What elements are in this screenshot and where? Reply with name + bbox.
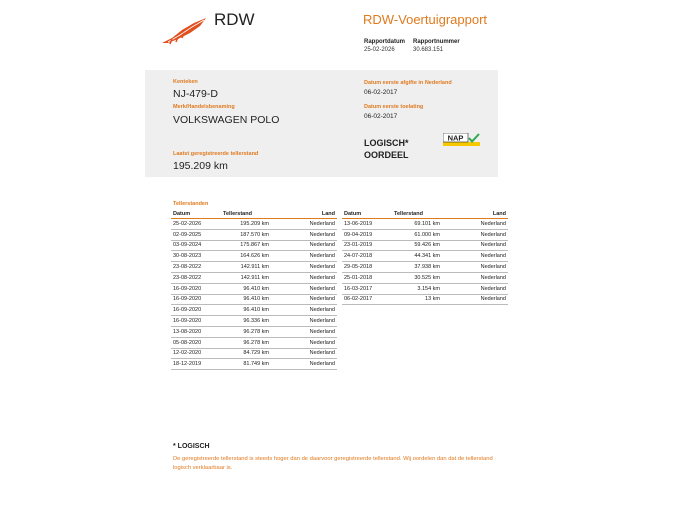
cell-date: 13-06-2019 xyxy=(342,219,392,230)
cell-date: 06-02-2017 xyxy=(342,294,392,305)
report-date-value: 25-02-2026 xyxy=(364,47,395,53)
cell-date: 02-09-2025 xyxy=(171,229,221,240)
plate-value: NJ-479-D xyxy=(173,88,218,100)
first-admission-label: Datum eerste toelating xyxy=(364,104,424,110)
table-row xyxy=(171,326,337,337)
table-row xyxy=(342,294,508,305)
report-number-block xyxy=(413,38,460,54)
cell-reading: 142.911 km xyxy=(221,272,271,283)
table-row xyxy=(171,272,337,283)
cell-country: Nederland xyxy=(442,283,508,294)
report-number-label: Rapportnummer xyxy=(413,39,460,45)
table-row xyxy=(171,305,337,316)
table-row xyxy=(171,348,337,359)
cell-country: Nederland xyxy=(442,229,508,240)
mileage-label: Laatst geregistreerde tellerstand xyxy=(173,151,259,157)
make-label: Merk/Handelsbenaming xyxy=(173,104,235,110)
report-date-block xyxy=(364,38,405,54)
report-title: RDW-Voertuigrapport xyxy=(363,12,488,27)
cell-date: 13-08-2020 xyxy=(171,326,221,337)
cell-country: Nederland xyxy=(271,316,337,327)
cell-country: Nederland xyxy=(271,359,337,370)
cell-date: 25-02-2026 xyxy=(171,219,221,230)
cell-reading: 96.410 km xyxy=(221,294,271,305)
cell-country: Nederland xyxy=(271,219,337,230)
nap-logo-icon xyxy=(443,133,480,146)
cell-reading: 37.938 km xyxy=(392,262,442,273)
first-admission-value: 06-02-2017 xyxy=(364,113,398,120)
cell-country: Nederland xyxy=(271,283,337,294)
odometer-table-left xyxy=(171,209,337,370)
cell-country: Nederland xyxy=(271,294,337,305)
cell-reading: 96.278 km xyxy=(221,337,271,348)
cell-date: 16-09-2020 xyxy=(171,283,221,294)
footer-title: * LOGISCH xyxy=(173,443,210,450)
cell-reading: 195.209 km xyxy=(221,219,271,230)
cell-date: 23-01-2019 xyxy=(342,240,392,251)
cell-reading: 96.410 km xyxy=(221,305,271,316)
cell-reading: 81.749 km xyxy=(221,359,271,370)
cell-reading: 96.278 km xyxy=(221,326,271,337)
first-nl-value: 06-02-2017 xyxy=(364,89,398,96)
cell-country: Nederland xyxy=(442,262,508,273)
cell-country: Nederland xyxy=(442,272,508,283)
make-value: VOLKSWAGEN POLO xyxy=(173,114,280,126)
odometer-table-right xyxy=(342,209,508,305)
cell-reading: 175.867 km xyxy=(221,240,271,251)
rdw-logo-icon xyxy=(160,16,208,46)
table-row xyxy=(171,316,337,327)
cell-reading: 96.410 km xyxy=(221,283,271,294)
cell-reading: 84.729 km xyxy=(221,348,271,359)
table-row xyxy=(342,283,508,294)
cell-country: Nederland xyxy=(271,262,337,273)
table-row xyxy=(342,272,508,283)
header-date: Datum xyxy=(342,209,392,219)
table-row xyxy=(342,240,508,251)
plate-label: Kenteken xyxy=(173,79,198,85)
table-row xyxy=(171,294,337,305)
table-row xyxy=(171,240,337,251)
cell-date: 29-05-2018 xyxy=(342,262,392,273)
header-country: Land xyxy=(271,209,337,219)
nap-logo-text: NAP xyxy=(447,133,464,143)
verdict-line1: LOGISCH* xyxy=(364,138,409,148)
verdict-block xyxy=(364,137,409,161)
cell-country: Nederland xyxy=(271,305,337,316)
cell-date: 03-09-2024 xyxy=(171,240,221,251)
table-row xyxy=(342,219,508,230)
odometer-section-title: Tellerstanden xyxy=(173,201,209,207)
cell-date: 16-09-2020 xyxy=(171,316,221,327)
table-row xyxy=(171,219,337,230)
cell-date: 23-08-2022 xyxy=(171,272,221,283)
table-row xyxy=(171,262,337,273)
footer-text: De geregistreerde tellerstand is steeds hoger dan de daarvoor geregistreerde tellerstand. Wij oordelen dan dat de tellerstand logisch verklaarbaar is. xyxy=(173,456,493,471)
cell-reading: 69.101 km xyxy=(392,219,442,230)
mileage-value: 195.209 km xyxy=(173,160,228,172)
table-row xyxy=(171,337,337,348)
cell-country: Nederland xyxy=(271,240,337,251)
cell-reading: 187.570 km xyxy=(221,229,271,240)
cell-country: Nederland xyxy=(271,326,337,337)
cell-reading: 59.426 km xyxy=(392,240,442,251)
cell-country: Nederland xyxy=(442,240,508,251)
header-reading: Tellerstand xyxy=(221,209,271,219)
cell-country: Nederland xyxy=(271,337,337,348)
cell-reading: 142.911 km xyxy=(221,262,271,273)
cell-country: Nederland xyxy=(271,272,337,283)
cell-date: 16-03-2017 xyxy=(342,283,392,294)
header-country: Land xyxy=(442,209,508,219)
report-number-value: 30.683.151 xyxy=(413,47,444,53)
table-row xyxy=(171,229,337,240)
cell-date: 05-08-2020 xyxy=(171,337,221,348)
table-header-row xyxy=(342,209,508,219)
cell-country: Nederland xyxy=(271,348,337,359)
cell-reading: 3.154 km xyxy=(392,283,442,294)
cell-date: 09-04-2019 xyxy=(342,229,392,240)
cell-date: 24-07-2018 xyxy=(342,251,392,262)
cell-date: 23-08-2022 xyxy=(171,262,221,273)
table-row xyxy=(171,251,337,262)
header-date: Datum xyxy=(171,209,221,219)
cell-reading: 96.336 km xyxy=(221,316,271,327)
first-nl-label: Datum eerste afgifte in Nederland xyxy=(364,80,452,86)
report-date-label: Rapportdatum xyxy=(364,39,405,45)
cell-date: 16-09-2020 xyxy=(171,294,221,305)
table-header-row xyxy=(171,209,337,219)
cell-country: Nederland xyxy=(442,251,508,262)
header-reading: Tellerstand xyxy=(392,209,442,219)
cell-country: Nederland xyxy=(271,251,337,262)
cell-reading: 61.000 km xyxy=(392,229,442,240)
table-row xyxy=(342,229,508,240)
cell-date: 12-02-2020 xyxy=(171,348,221,359)
table-row xyxy=(171,359,337,370)
brand-name: RDW xyxy=(214,10,255,29)
table-row xyxy=(171,283,337,294)
verdict-line2: OORDEEL xyxy=(364,150,409,160)
table-row xyxy=(342,251,508,262)
cell-reading: 164.626 km xyxy=(221,251,271,262)
cell-date: 25-01-2018 xyxy=(342,272,392,283)
cell-country: Nederland xyxy=(271,229,337,240)
cell-reading: 13 km xyxy=(392,294,442,305)
cell-date: 18-12-2019 xyxy=(171,359,221,370)
cell-reading: 44.341 km xyxy=(392,251,442,262)
cell-reading: 30.525 km xyxy=(392,272,442,283)
cell-date: 16-09-2020 xyxy=(171,305,221,316)
cell-date: 30-08-2023 xyxy=(171,251,221,262)
cell-country: Nederland xyxy=(442,219,508,230)
cell-country: Nederland xyxy=(442,294,508,305)
table-row xyxy=(342,262,508,273)
